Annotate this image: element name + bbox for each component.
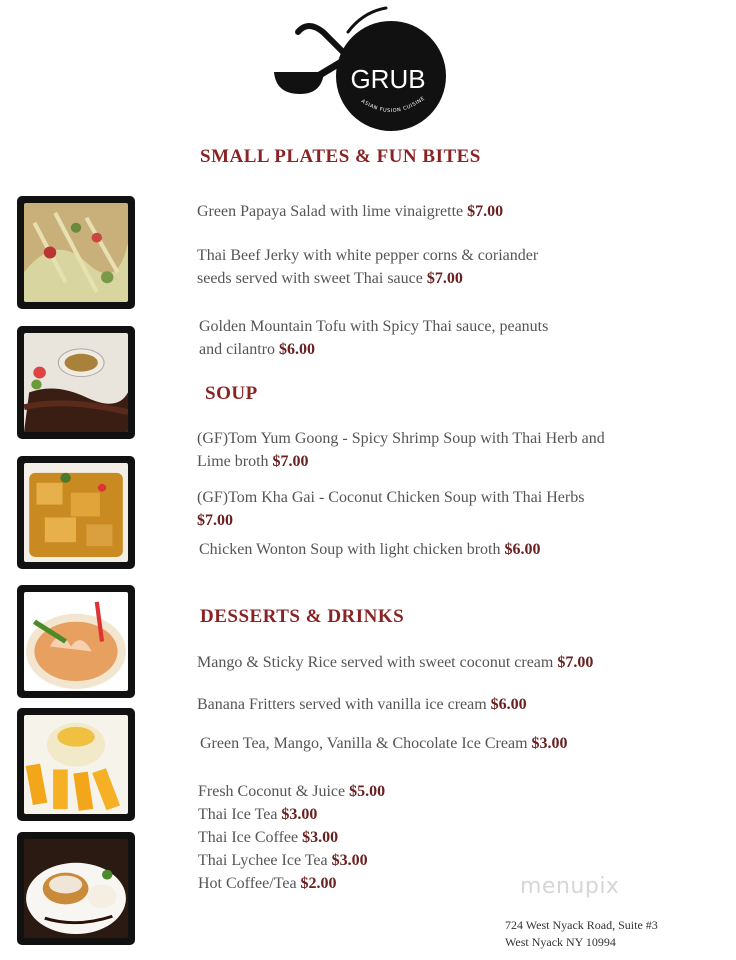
section-title-small-plates: SMALL PLATES & FUN BITES [200, 146, 481, 167]
menu-item-tom-yum-goong [197, 427, 605, 473]
item-name-line1: Golden Mountain Tofu with Spicy Thai sauce, peanuts [199, 318, 549, 335]
item-price: $3.00 [531, 735, 568, 752]
tom-yum-soup-photo [17, 585, 135, 698]
item-price: $7.00 [272, 453, 309, 470]
banana-fritters-photo [17, 832, 135, 945]
drink-item-thai-ice-tea [198, 803, 385, 826]
menu-item-beef-jerky [197, 244, 538, 290]
item-name-line2: Lime broth [197, 453, 269, 470]
drink-item-thai-ice-coffee [198, 826, 385, 849]
item-price: $3.00 [331, 852, 368, 869]
item-name-line2: and cilantro [199, 341, 275, 358]
item-name-line2: seeds served with sweet Thai sauce [197, 270, 423, 287]
beef-jerky-photo [17, 326, 135, 439]
item-name: Mango & Sticky Rice served with sweet coconut cream [197, 654, 554, 671]
menu-item-tom-kha-gai [197, 486, 584, 532]
papaya-salad-photo [17, 196, 135, 309]
mango-sticky-rice-photo [17, 708, 135, 821]
item-name: Thai Lychee Ice Tea [198, 852, 328, 869]
tofu-photo [17, 456, 135, 569]
menu-item-mango-sticky-rice [197, 651, 593, 674]
grub-logo [268, 2, 458, 136]
item-name-line1: (GF)Tom Yum Goong - Spicy Shrimp Soup with Thai Herb and [197, 430, 605, 447]
item-name-line1: (GF)Tom Kha Gai - Coconut Chicken Soup with Thai Herbs [197, 489, 585, 506]
item-price: $5.00 [349, 783, 386, 800]
item-name: Fresh Coconut & Juice [198, 783, 346, 800]
item-price: $7.00 [197, 512, 233, 529]
menu-item-golden-mountain-tofu [199, 315, 548, 361]
menu-item-banana-fritters [197, 693, 527, 716]
item-price: $2.00 [300, 875, 337, 892]
item-name: Thai Ice Tea [198, 806, 278, 823]
menu-item-ice-cream [200, 732, 568, 755]
logo-tagline: ASIAN FUSION CUISINE [359, 95, 427, 115]
item-price: $6.00 [490, 696, 527, 713]
section-title-soup: SOUP [205, 383, 258, 404]
menu-item-papaya-salad [197, 200, 503, 223]
item-price: $3.00 [281, 806, 318, 823]
item-name: Green Papaya Salad with lime vinaigrette [197, 203, 464, 220]
drinks-list [198, 780, 385, 895]
logo-name: GRUB [350, 64, 426, 94]
watermark: menupix [520, 874, 620, 899]
address-line2: West Nyack NY 10994 [505, 935, 616, 949]
item-price: $7.00 [557, 654, 594, 671]
item-name: Green Tea, Mango, Vanilla & Chocolate Ice Cream [200, 735, 528, 752]
item-price: $6.00 [278, 341, 315, 358]
item-price: $6.00 [504, 541, 541, 558]
item-name-line1: Thai Beef Jerky with white pepper corns & coriander [197, 247, 539, 264]
item-price: $7.00 [426, 270, 463, 287]
menu-item-chicken-wonton-soup [199, 538, 541, 561]
drink-item-hot-coffee-tea [198, 872, 385, 895]
address-line1: 724 West Nyack Road, Suite #3 [505, 918, 658, 932]
item-name: Banana Fritters served with vanilla ice cream [197, 696, 487, 713]
item-price: $3.00 [302, 829, 339, 846]
section-title-desserts-drinks: DESSERTS & DRINKS [200, 606, 405, 627]
item-name: Hot Coffee/Tea [198, 875, 297, 892]
item-name: Thai Ice Coffee [198, 829, 299, 846]
drink-item-fresh-coconut [198, 780, 385, 803]
item-price: $7.00 [467, 203, 504, 220]
item-name: Chicken Wonton Soup with light chicken broth [199, 541, 501, 558]
drink-item-thai-lychee-ice-tea [198, 849, 385, 872]
